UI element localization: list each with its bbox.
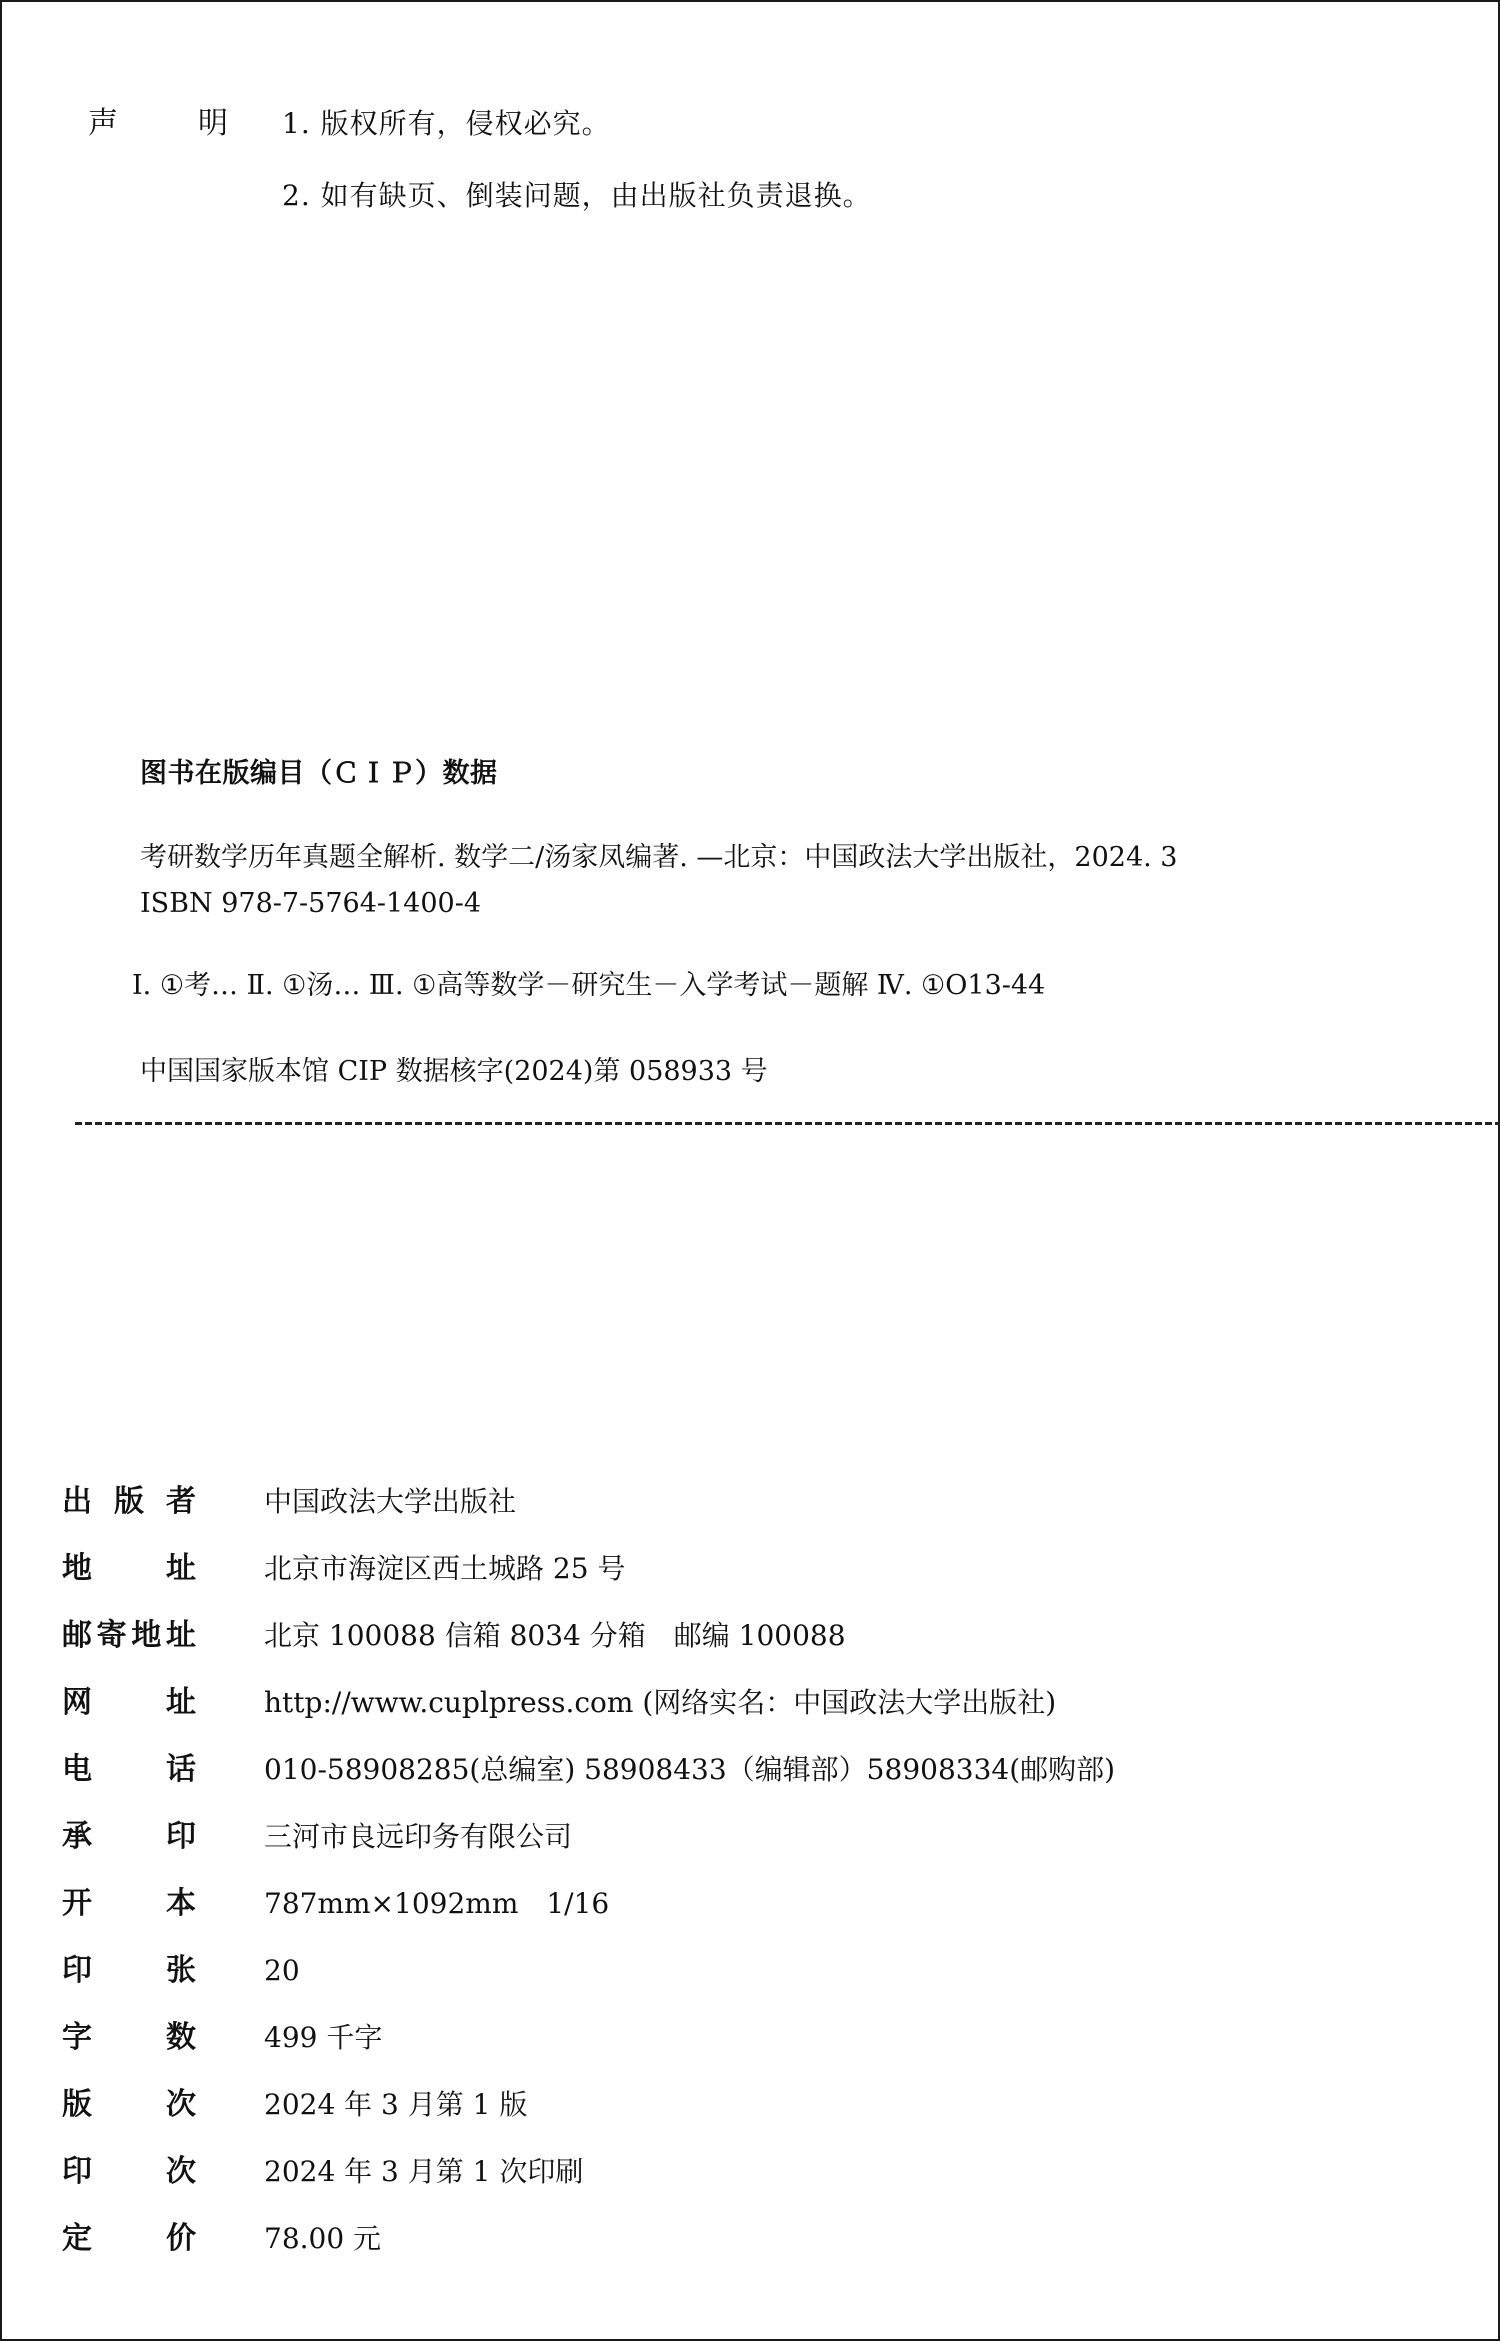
info-label (62, 1545, 196, 1593)
label-char: 版 (62, 2086, 92, 2122)
info-label (62, 1813, 196, 1861)
info-value: 499 千字 (264, 2020, 383, 2054)
statement-item-returns: 2. 如有缺页、倒装问题，由出版社负责退换。 (282, 179, 872, 212)
label-char: 寄 (96, 1617, 127, 1653)
statement-items (282, 100, 1182, 244)
label-char: 版 (114, 1483, 144, 1519)
info-value: 三河市良远印务有限公司 (264, 1819, 573, 1853)
label-char: 邮 (62, 1617, 92, 1653)
label-char: 次 (166, 2086, 196, 2122)
label-char: 印 (166, 1818, 196, 1854)
statement-label-char: 声 (88, 106, 118, 141)
label-char: 次 (166, 2153, 196, 2189)
label-char: 开 (62, 1885, 92, 1921)
label-char: 出 (62, 1483, 92, 1519)
info-label (62, 1880, 196, 1928)
label-char: 承 (62, 1818, 92, 1854)
info-label (62, 2014, 196, 2062)
label-char: 址 (166, 1684, 196, 1720)
cip-section (132, 750, 1460, 1095)
info-row-price (62, 2205, 382, 2272)
label-char: 者 (166, 1483, 196, 1519)
cip-number: 中国国家版本馆 CIP 数据核字(2024)第 058933 号 (140, 1056, 768, 1087)
cip-classification: Ⅰ. ①考… Ⅱ. ①汤… Ⅲ. ①高等数学－研究生－入学考试－题解 Ⅳ. ①O13-44 (132, 970, 1046, 1001)
label-char: 定 (62, 2220, 92, 2256)
info-row-publisher (62, 1468, 517, 1535)
label-char: 址 (165, 1617, 196, 1653)
info-row-format (62, 1870, 610, 1937)
statement-item-copyright: 1. 版权所有，侵权必究。 (282, 107, 611, 140)
cip-title: 图书在版编目（ＣＩＰ）数据 (140, 758, 498, 789)
info-row-sheets (62, 1937, 300, 2004)
label-char: 址 (166, 1550, 196, 1586)
cip-title-line: 考研数学历年真题全解析. 数学二/汤家凤编著. —北京：中国政法大学出版社，2024. 3 (140, 842, 1178, 873)
label-char: 本 (166, 1885, 196, 1921)
info-value: 20 (264, 1953, 300, 1987)
info-value: 78.00 元 (264, 2221, 382, 2255)
info-label (62, 1478, 196, 1526)
label-char: 价 (166, 2220, 196, 2256)
info-value: 北京市海淀区西土城路 25 号 (264, 1551, 626, 1585)
info-value: 2024 年 3 月第 1 次印刷 (264, 2154, 584, 2188)
info-value-website: http://www.cuplpress.com (网络实名：中国政法大学出版社) (264, 1685, 1057, 1719)
info-row-website (62, 1669, 1057, 1736)
label-char: 字 (62, 2019, 92, 2055)
info-label (62, 1679, 196, 1727)
info-value: 010-58908285(总编室) 58908433（编辑部）58908334(邮购部) (264, 1752, 1116, 1786)
label-char: 张 (166, 1952, 196, 1988)
info-label (62, 1746, 196, 1794)
info-value: 2024 年 3 月第 1 版 (264, 2087, 528, 2121)
cip-isbn: ISBN 978-7-5764-1400-4 (140, 888, 482, 919)
info-row-word-count (62, 2004, 383, 2071)
label-char: 数 (166, 2019, 196, 2055)
info-label (62, 2148, 196, 2196)
publication-info (62, 1468, 1116, 2272)
info-row-printer (62, 1803, 573, 1870)
label-char: 网 (62, 1684, 92, 1720)
label-char: 印 (62, 2153, 92, 2189)
cip-body (140, 835, 1460, 927)
label-char: 印 (62, 1952, 92, 1988)
label-char: 地 (131, 1617, 162, 1653)
label-char: 话 (166, 1751, 196, 1787)
info-row-edition (62, 2071, 528, 2138)
info-value: 北京 100088 信箱 8034 分箱 邮编 100088 (264, 1618, 846, 1652)
info-label (62, 2081, 196, 2129)
statement-label (88, 100, 228, 148)
info-label (62, 2215, 196, 2263)
dashed-divider (75, 1122, 1500, 1125)
info-row-phone (62, 1736, 1116, 1803)
info-label (62, 1612, 196, 1660)
info-value: 787mm×1092mm 1/16 (264, 1886, 610, 1920)
label-char: 地 (62, 1550, 92, 1586)
label-char: 电 (62, 1751, 92, 1787)
info-row-printing (62, 2138, 584, 2205)
info-label (62, 1947, 196, 1995)
statement-label-char: 明 (198, 106, 228, 141)
info-row-mailing-address (62, 1602, 846, 1669)
info-value: 中国政法大学出版社 (264, 1484, 517, 1518)
info-row-address (62, 1535, 626, 1602)
